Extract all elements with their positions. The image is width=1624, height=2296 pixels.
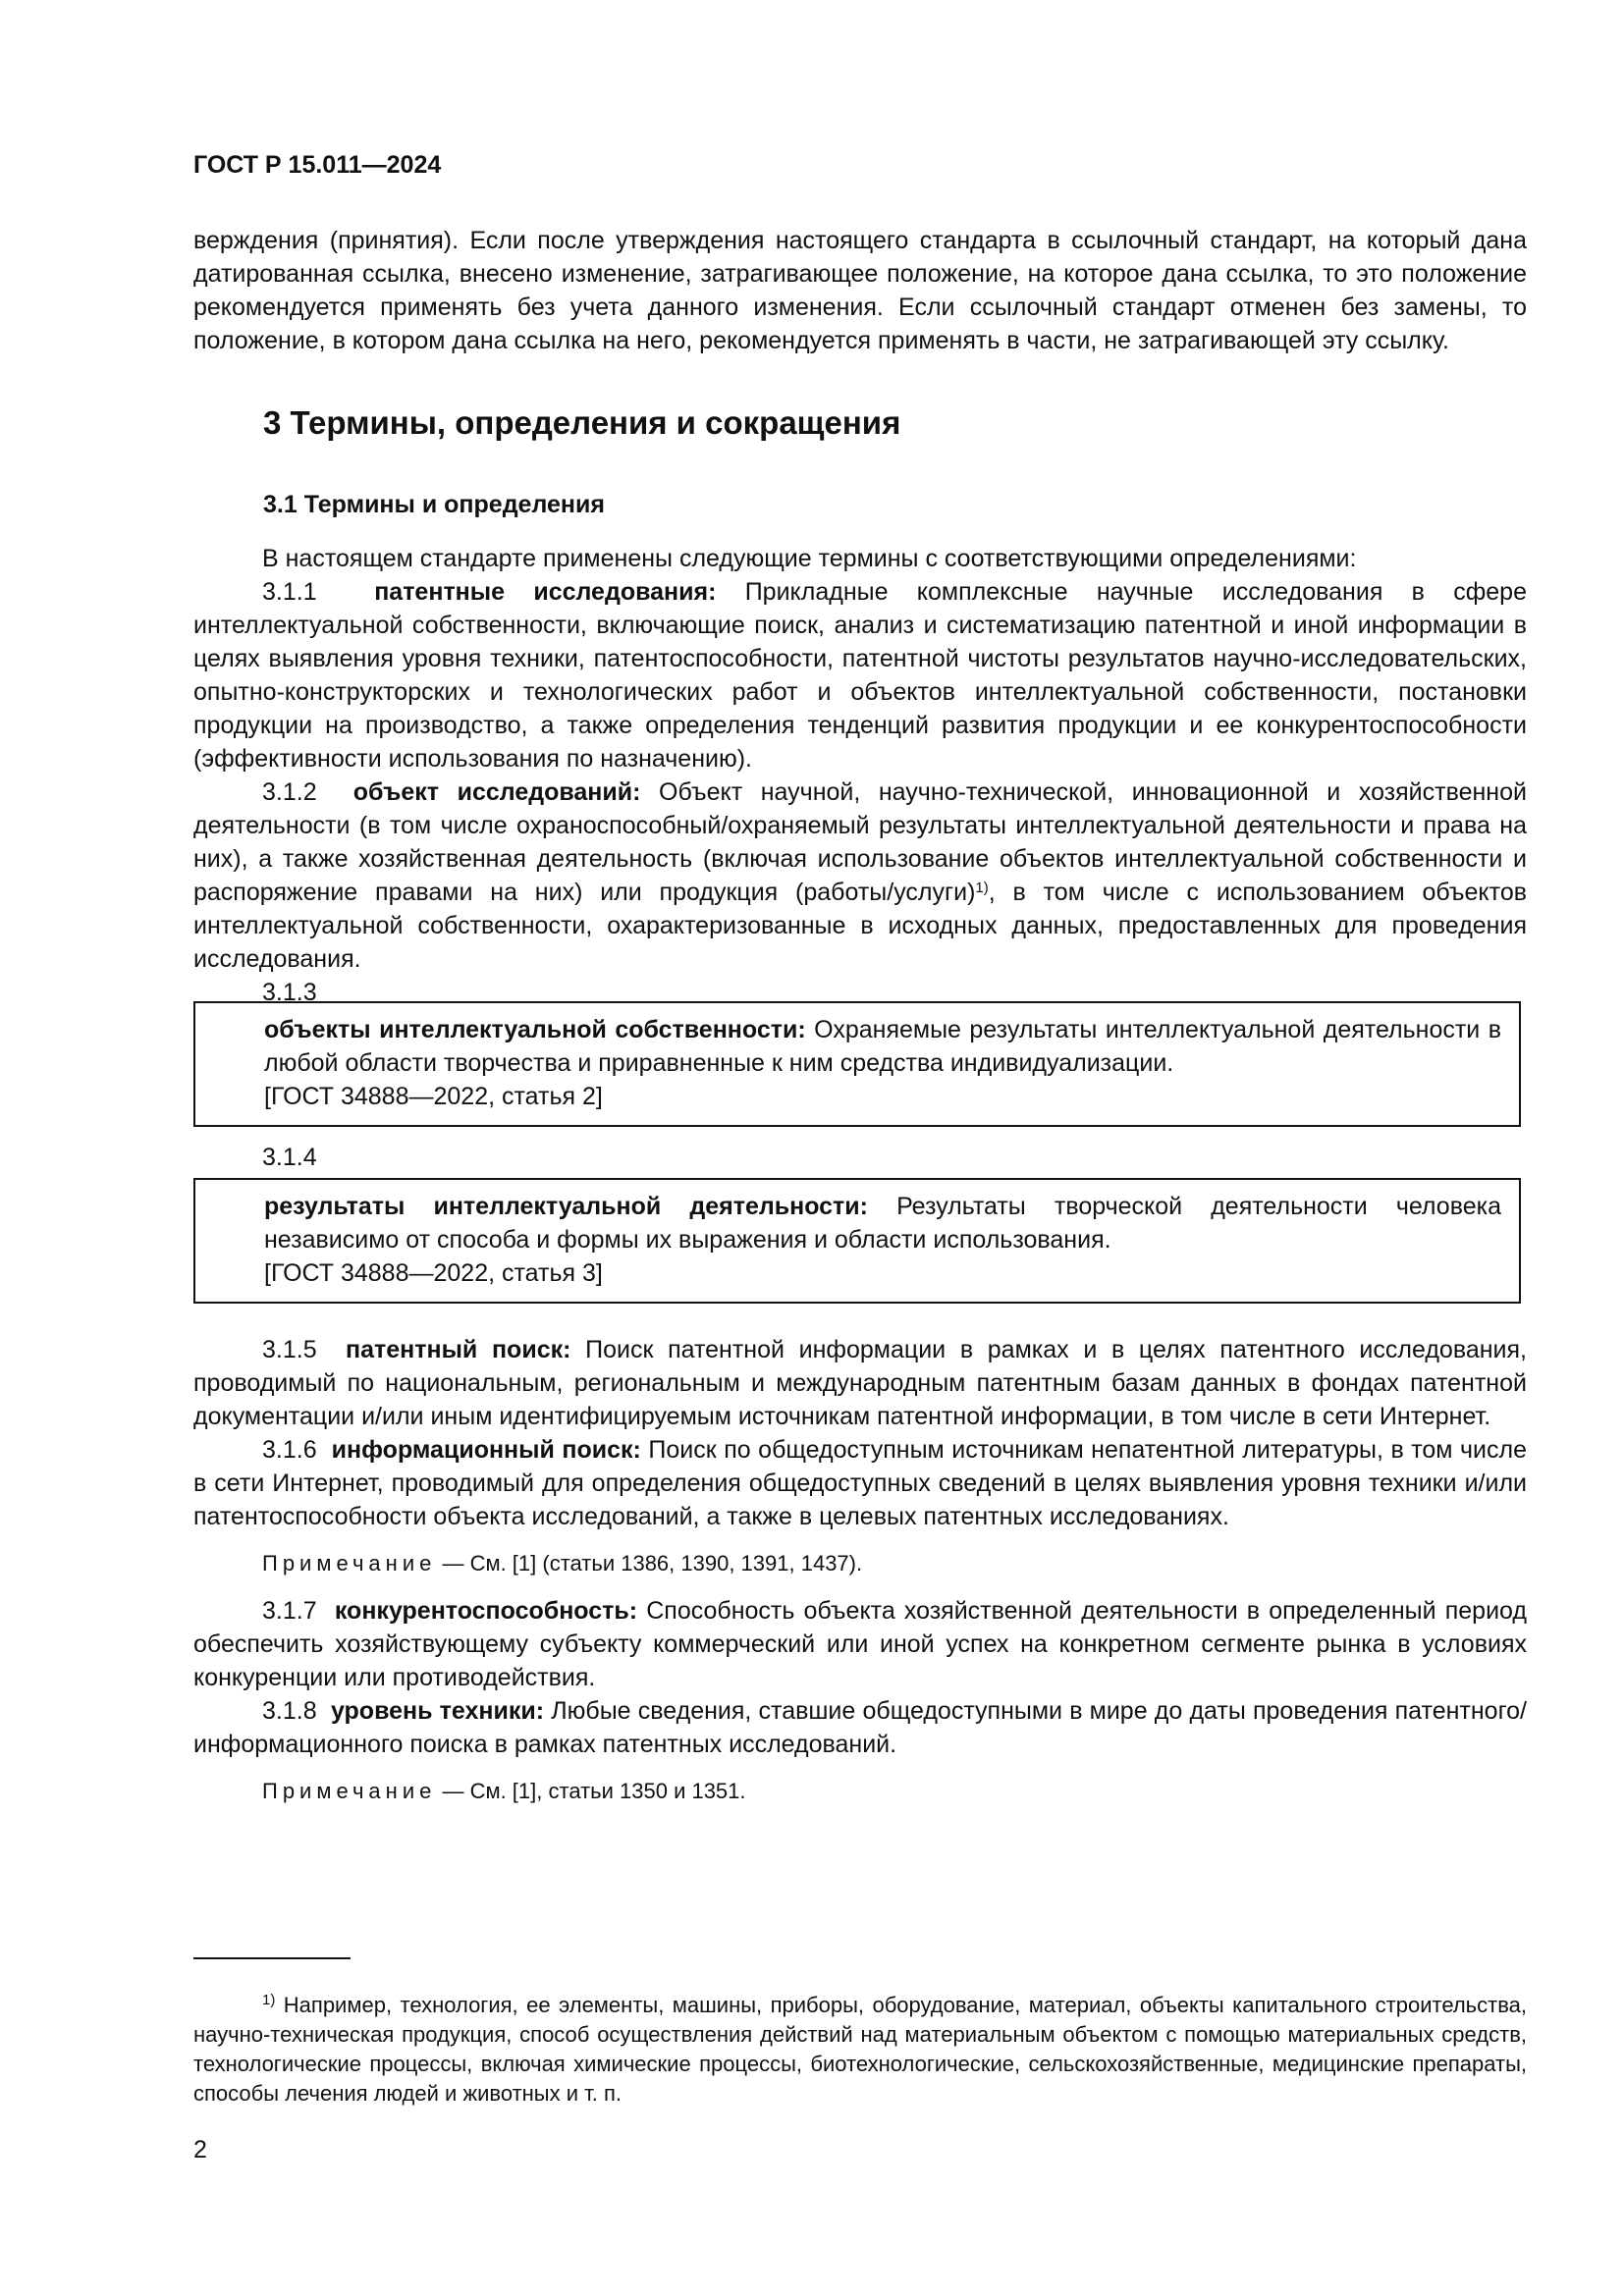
note-text: — См. [1] (статьи 1386, 1390, 1391, 1437).: [436, 1551, 863, 1575]
section-3-heading: 3 Термины, определения и сокращения: [263, 404, 901, 441]
term-number: 3.1.6: [262, 1436, 317, 1464]
term-definition: Способность объекта хозяйственной деятельности в определенный период обеспечить хозяйствующему субъекту коммерческий или иной успех на конкретном сегменте рынка в условиях конкуренции или противодействия.: [193, 1597, 1527, 1691]
term-title: патентные исследования:: [374, 578, 717, 606]
term-title: объекты интеллектуальной собственности:: [264, 1016, 806, 1043]
footnote-ref: 1): [975, 880, 989, 896]
term-3-1-4: [264, 1190, 1501, 1256]
document-header: ГОСТ Р 15.011—2024: [193, 151, 442, 179]
term-source: [ГОСТ 34888—2022, статья 2]: [264, 1083, 603, 1110]
term-3-1-3-box: [193, 1001, 1521, 1127]
term-3-1-3: [264, 1013, 1501, 1080]
term-number: 3.1.5: [262, 1336, 317, 1363]
term-definition: Любые сведения, ставшие общедоступными в мире до даты проведения патентного/информационного поиска в рамках патентных исследований.: [193, 1697, 1527, 1758]
footnote-mark: 1): [262, 1992, 276, 2008]
term-definition: Результаты творческой деятельности человека независимо от способа и формы их выражения и области использования.: [264, 1193, 1501, 1254]
term-3-1-7: [193, 1594, 1527, 1694]
term-title: конкурентоспособность:: [334, 1597, 638, 1625]
term-title: результаты интеллектуальной деятельности:: [264, 1193, 868, 1220]
section-3-1-heading: 3.1 Термины и определения: [263, 491, 605, 518]
note-label: Примечание: [262, 1779, 437, 1803]
term-definition: Поиск по общедоступным источникам непатентной литературы, в том числе в сети Интернет, проводимый для определения общедоступных сведений в целях выявления уровня техники и/или патентоспособности объекта исследований, а также в целевых патентных исследованиях.: [193, 1436, 1527, 1530]
note-text: — См. [1], статьи 1350 и 1351.: [436, 1779, 746, 1803]
term-number: 3.1.7: [262, 1597, 317, 1625]
term-definition: Поиск патентной информации в рамках и в целях патентного исследования, проводимый по национальным, региональным и международным патентным базам данных в фондах патентной документации и/или иным идентифицируемым источникам патентной информации, в том числе в сети Интернет.: [193, 1336, 1527, 1430]
note-label: Примечание: [262, 1551, 437, 1575]
term-number: 3.1.1: [262, 578, 317, 606]
intro-paragraph: верждения (принятия). Если после утверждения настоящего стандарта в ссылочный стандарт, на который дана датированная ссылка, внесено изменение, затрагивающее положение, на которое дана ссылка, то это положение рекомендуется применять без учета данного изменения. Если ссылочный стандарт отменен без замены, то положение, в котором дана ссылка на него, рекомендуется применять в части, не затрагивающей эту ссылку.: [193, 227, 1527, 354]
term-title: информационный поиск:: [331, 1436, 641, 1464]
term-definition: Объект научной, научно-технической, инновационной и хозяйственной деятельности (в том числе охраноспособный/охраняемый результаты интеллектуальной деятельности и права на них), а также хозяйственная деятельность (включая использование объектов интеллектуальной собственности и распоряжение правами на них) или продукция (работы/услуги): [193, 778, 1527, 906]
terms-block-top: [193, 542, 1527, 1009]
term-title: объект исследований:: [352, 778, 641, 806]
term-3-1-5: [193, 1333, 1527, 1433]
term-title: уровень техники:: [330, 1697, 545, 1725]
term-3-1-3-number: 3.1.3: [262, 979, 317, 1006]
term-definition: Прикладные комплексные научные исследования в сфере интеллектуальной собственности, включающие поиск, анализ и систематизацию патентной и иной информации в целях выявления уровня техники, патентоспособности, патентной чистоты результатов научно-исследовательских, опытно-конструкторских и технологических работ и объектов интеллектуальной собственности, постановки продукции на производство, а также определения тенденций развития продукции и ее конкурентоспособности (эффективности использования по назначению).: [193, 578, 1527, 773]
term-definition-cont: , в том числе с использованием объектов интеллектуальной собственности, охарактеризованные в исходных данных, предоставленных для проведения исследования.: [193, 879, 1527, 973]
term-title: патентный поиск:: [345, 1336, 571, 1363]
page-number: 2: [193, 2136, 207, 2163]
term-number: 3.1.8: [262, 1697, 317, 1725]
term-3-1-4-box: [193, 1178, 1521, 1304]
term-source: [ГОСТ 34888—2022, статья 3]: [264, 1259, 603, 1287]
note-1: [193, 1549, 1527, 1578]
term-number: 3.1.2: [262, 778, 317, 806]
footnote-text: Например, технология, ее элементы, машины, приборы, оборудование, материал, объекты капитального строительства, научно-техническая продукция, способ осуществления действий над материальным объектом с помощью материальных средств, технологические процессы, включая химические процессы, биотехнологические, сельскохозяйственные, медицинские препараты, способы лечения людей и животных и т. п.: [193, 1993, 1527, 2106]
terms-block-bottom: [193, 1333, 1527, 1806]
term-3-1-1: [193, 575, 1527, 775]
term-3-1-4-number-wrap: [193, 1141, 1527, 1174]
term-3-1-4-number: 3.1.4: [262, 1144, 317, 1171]
note-2: [193, 1777, 1527, 1806]
footnote-1: [193, 1991, 1527, 2109]
section-3-1-lead: В настоящем стандарте применены следующие термины с соответствующими определениями:: [262, 545, 1357, 572]
term-definition: Охраняемые результаты интеллектуальной деятельности в любой области творчества и приравненные к ним средства индивидуализации.: [264, 1016, 1502, 1077]
footnote-separator: [193, 1957, 351, 1959]
term-3-1-6: [193, 1433, 1527, 1533]
term-3-1-2: [193, 775, 1527, 976]
term-3-1-8: [193, 1694, 1527, 1761]
